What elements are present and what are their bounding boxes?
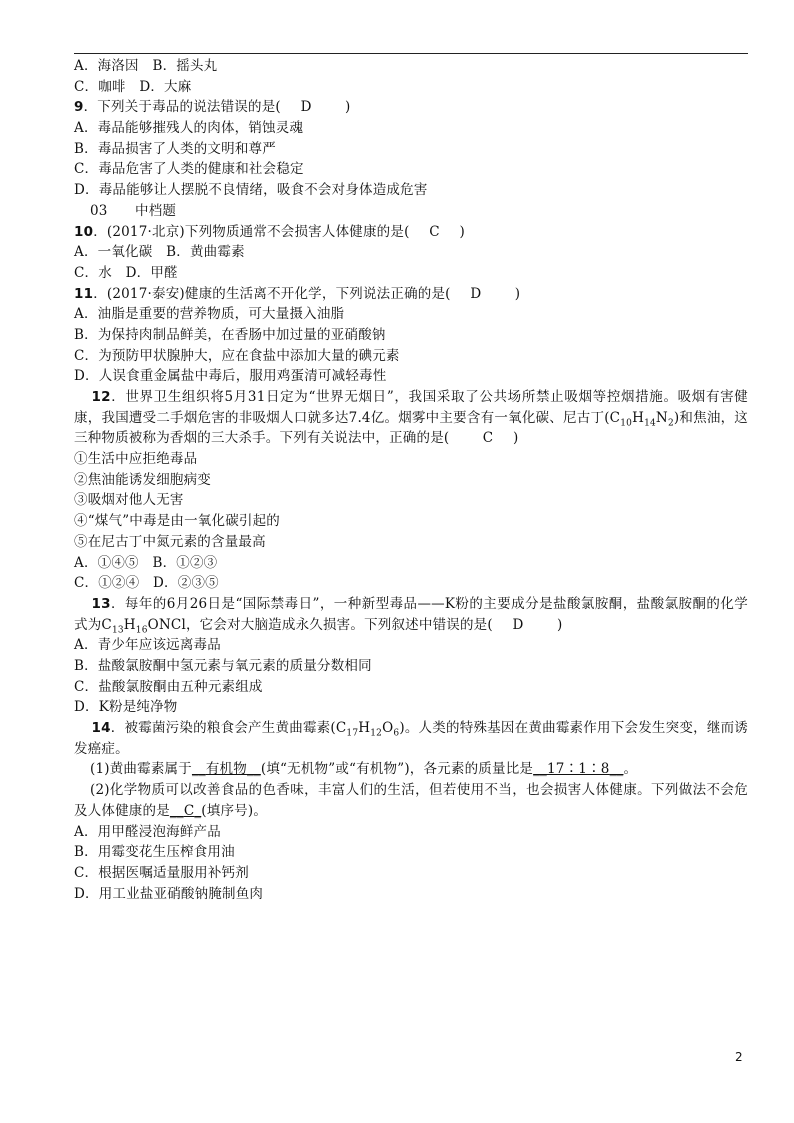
q13-option-b: B．盐酸氯胺酮中氢元素与氧元素的质量分数相同 xyxy=(74,658,372,675)
q10-number: 10 xyxy=(74,223,94,240)
q14-option-b: B．用霉变花生压榨食用油 xyxy=(74,844,235,861)
q11-number: 11 xyxy=(74,285,94,302)
q12-stem xyxy=(74,387,748,449)
q14-p1-text-c: 。 xyxy=(623,761,638,778)
q12-option-line-2: C．①②④ D．②③⑤ xyxy=(74,575,219,592)
q9-stem xyxy=(74,97,748,118)
q12-option-line-1: A．①④⑤ B．①②③ xyxy=(74,554,218,571)
q14-sub-1: 17 xyxy=(346,728,359,739)
q9-option-c: C．毒品危害了人类的健康和社会稳定 xyxy=(74,161,304,178)
section-title: 中档题 xyxy=(135,202,177,219)
q12-statement-5: ⑤在尼古丁中氮元素的含量最高 xyxy=(74,533,266,550)
q12-sub-3: 2 xyxy=(667,418,674,429)
q9-answer: D xyxy=(300,99,312,116)
q13-stem-a: ．每年的6月26日是“国际禁毒日”，一种新型毒品——K粉的主要成分是盐酸氯胺酮，盐酸氯胺酮的化学式为C xyxy=(74,595,748,633)
q14-stem xyxy=(74,718,748,759)
q14-stem-c: O xyxy=(382,720,394,737)
document-page xyxy=(74,56,748,904)
q8-option-line-2: C．咖啡 D．大麻 xyxy=(74,78,192,95)
q14-option-c: C．根据医嘱适量服用补钙剂 xyxy=(74,864,249,881)
q12-stem-d: )和焦油，这三种物质被称为香烟的三大杀手。下列有关说法中，正确的是( xyxy=(74,409,749,447)
q14-p1-text-a: (1)黄曲霉素属于 xyxy=(90,761,192,778)
q14-p1-text-b: (填“无机物”或“有机物”)，各元素的质量比是 xyxy=(260,761,534,778)
q13-sub-1: 13 xyxy=(111,625,124,636)
section-number: 03 xyxy=(90,202,108,219)
q14-p1-answer-2: __17∶1∶8__ xyxy=(533,761,624,778)
q11-stem-text: ．(2017·泰安)健康的生活离不开化学，下列说法正确的是( xyxy=(93,285,465,302)
q12-statement-3: ③吸烟对他人无害 xyxy=(74,492,184,509)
q13-option-a: A．青少年应该远离毒品 xyxy=(74,637,221,654)
q13-sub-2: 16 xyxy=(135,625,148,636)
q13-stem-c: ONCl，它会对大脑造成永久损害。下列叙述中错误的是( xyxy=(147,616,507,633)
q12-stem-b: H xyxy=(632,409,645,426)
q10-option-line-1: A．一氧化碳 B．黄曲霉素 xyxy=(74,244,245,261)
q14-stem-d: )。人类的特殊基因在黄曲霉素作用下会发生突变，继而诱发癌症。 xyxy=(74,720,748,757)
q12-stem-a: ．世界卫生组织将5月31日定为“世界无烟日”，我国采取了公共场所禁止吸烟等控烟措施。吸烟有害健康，我国遭受二手烟危害的非吸烟人口就多达7.4亿。烟雾中主要含有一氧化碳、尼古丁(C xyxy=(74,389,748,426)
q12-statement-1: ①生活中应拒绝毒品 xyxy=(74,451,198,468)
q9-stem-text: ．下列关于毒品的说法错误的是( xyxy=(83,99,295,116)
q14-number: 14 xyxy=(91,720,111,737)
q12-sub-1: 10 xyxy=(620,418,633,429)
q14-p2-text-a: (2)化学物质可以改善食品的色香味，丰富人们的生活，但若使用不当，也会损害人体健康。下列做法不会危及人体健康的是 xyxy=(74,782,748,819)
q12-answer: C xyxy=(482,430,494,447)
q9-close: ) xyxy=(317,99,351,116)
q11-stem xyxy=(74,284,748,305)
q14-p2-text-b: (填序号)。 xyxy=(201,802,268,819)
q10-close: ) xyxy=(445,223,465,240)
q14-sub-3: 6 xyxy=(393,728,400,739)
q11-option-a: A．油脂是重要的营养物质，可大量摄入油脂 xyxy=(74,306,345,323)
q9-option-d: D．毒品能够让人摆脱不良情绪，吸食不会对身体造成危害 xyxy=(74,182,428,199)
q12-statement-4: ④“煤气”中毒是由一氧化碳引起的 xyxy=(74,513,281,530)
q11-answer: D xyxy=(470,285,482,302)
q11-close: ) xyxy=(487,285,521,302)
q14-part-2 xyxy=(74,780,748,821)
q14-option-a: A．用甲醛浸泡海鲜产品 xyxy=(74,823,221,840)
q9-option-a: A．毒品能够摧残人的肉体，销蚀灵魂 xyxy=(74,120,304,137)
q10-stem-text: ．(2017·北京)下列物质通常不会损害人体健康的是( xyxy=(93,223,424,240)
q12-sub-2: 14 xyxy=(644,418,656,429)
q13-stem xyxy=(74,594,748,635)
q13-option-c: C．盐酸氯胺酮由五种元素组成 xyxy=(74,678,263,695)
q9-option-b: B．毒品损害了人类的文明和尊严 xyxy=(74,140,276,157)
q14-p1-answer-2-text: 17∶1∶8 xyxy=(547,761,610,778)
q14-stem-b: H xyxy=(358,720,371,737)
q10-stem xyxy=(74,222,748,243)
q14-option-d: D．用工业盐亚硝酸钠腌制鱼肉 xyxy=(74,885,264,902)
q13-option-d: D．K粉是纯净物 xyxy=(74,699,178,716)
q13-number: 13 xyxy=(91,595,111,612)
q14-p2-answer-text: C xyxy=(183,802,195,819)
q12-stem-c: N xyxy=(655,409,668,426)
q11-option-b: B．为保持肉制品鲜美，在香肠中加过量的亚硝酸钠 xyxy=(74,326,386,343)
q13-stem-b: H xyxy=(123,616,136,633)
q14-p1-answer-1-text: 有机物 xyxy=(205,761,247,778)
q11-option-c: C．为预防甲状腺肿大，应在食盐中添加大量的碘元素 xyxy=(74,347,400,364)
q14-p2-answer: __C_ xyxy=(169,802,202,819)
q8-option-line-1: A．海洛因 B．摇头丸 xyxy=(74,58,218,74)
q14-part-1 xyxy=(74,759,748,780)
q13-close: ) xyxy=(529,616,563,633)
q11-option-d: D．人误食重金属盐中毒后，服用鸡蛋清可减轻毒性 xyxy=(74,368,387,385)
q12-number: 12 xyxy=(91,389,111,405)
q14-stem-a: ．被霉菌污染的粮食会产生黄曲霉素(C xyxy=(110,720,347,737)
q12-close: ) xyxy=(499,430,519,447)
section-heading xyxy=(74,201,748,222)
q14-sub-2: 12 xyxy=(370,728,383,739)
q10-answer: C xyxy=(429,223,440,240)
header-rule xyxy=(74,53,748,54)
q9-number: 9 xyxy=(74,99,84,116)
q14-p1-answer-1: __有机物__ xyxy=(191,761,261,778)
q13-answer: D xyxy=(512,616,524,633)
q12-statement-2: ②焦油能诱发细胞病变 xyxy=(74,471,211,488)
q10-option-line-2: C．水 D．甲醛 xyxy=(74,264,178,281)
page-number: 2 xyxy=(735,1050,743,1064)
